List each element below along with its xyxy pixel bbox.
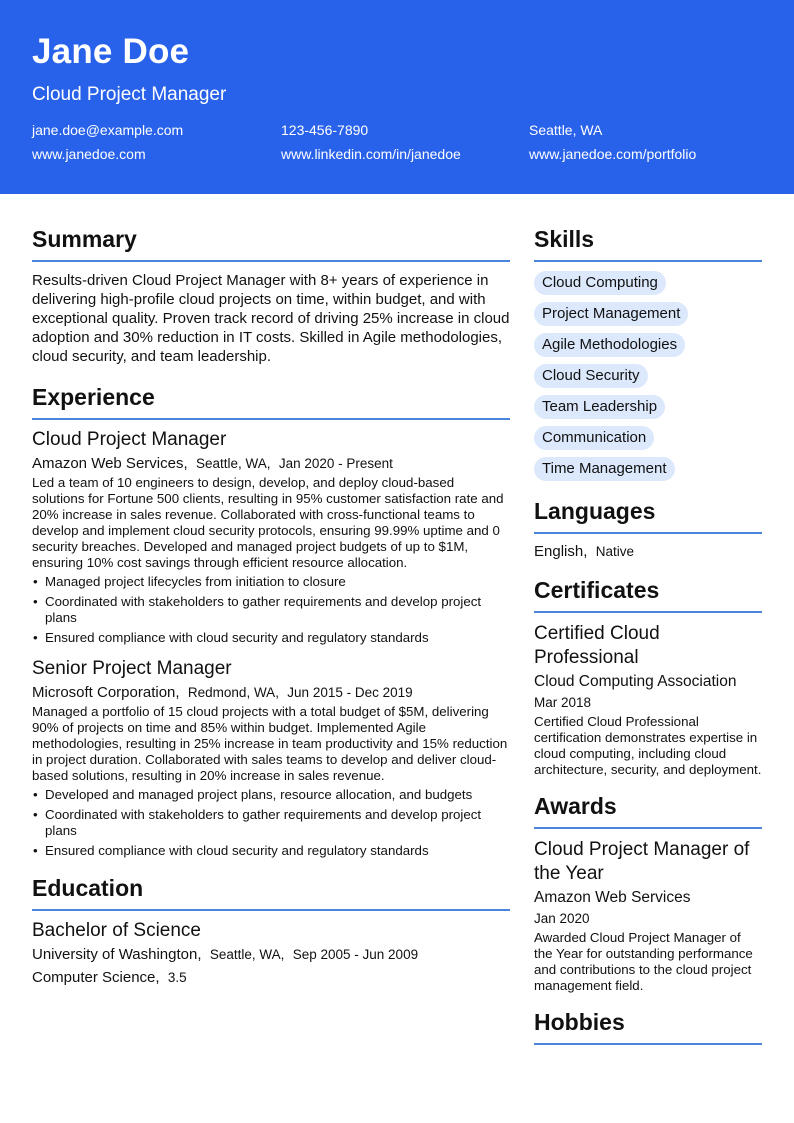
education-location: Seattle, WA, [209, 947, 285, 962]
education-gpa: 3.5 [167, 970, 187, 985]
skill-tag: Communication [534, 426, 654, 450]
education-heading: Education [32, 875, 510, 911]
job-location: Redmond, WA, [187, 685, 279, 700]
job-meta [32, 683, 510, 703]
contact-linkedin[interactable]: www.linkedin.com/in/janedoe [281, 146, 461, 162]
skill-tag: Cloud Computing [534, 271, 666, 295]
award-name: Cloud Project Manager of the Year [534, 839, 750, 884]
job-dates: Jun 2015 - Dec 2019 [287, 685, 413, 700]
education-field-line [32, 968, 510, 988]
skill-tag: Cloud Security [534, 364, 648, 388]
contact-location: Seattle, WA [529, 122, 603, 138]
skill-tag: Agile Methodologies [534, 333, 685, 357]
certificates-heading: Certificates [534, 577, 762, 613]
education-field: Computer Science, [32, 969, 160, 986]
certificate-description: Certified Cloud Professional certification demonstrates expertise in cloud computing, including cloud architecture, security, and deployment. [534, 714, 762, 777]
skills-heading: Skills [534, 226, 762, 262]
contact-website[interactable]: www.janedoe.com [32, 146, 146, 162]
skill-tag: Time Management [534, 457, 675, 481]
job-bullet: • Coordinated with stakeholders to gather requirements and develop project plans [32, 807, 510, 839]
education-school-line [32, 945, 510, 965]
job-location: Seattle, WA, [195, 456, 271, 471]
job-company: Microsoft Corporation, [32, 684, 180, 701]
languages-heading: Languages [534, 498, 762, 534]
language-entry [534, 543, 762, 560]
certificate-date: Mar 2018 [534, 695, 592, 710]
award-description: Awarded Cloud Project Manager of the Year for outstanding performance and contributions to the cloud project management field. [534, 930, 753, 993]
job-title: Cloud Project Manager [32, 429, 227, 450]
education-dates: Sep 2005 - Jun 2009 [292, 947, 419, 962]
job-company: Amazon Web Services, [32, 455, 188, 472]
resume-header [0, 0, 794, 194]
job-dates: Jan 2020 - Present [278, 456, 393, 471]
job-entry [32, 429, 510, 646]
job-description: Managed a portfolio of 15 cloud projects with a total budget of $5M, delivering 90% of projects on time and 85% within budget. Implemented Agile methodologies, resulting in 25% increase in team productivity and 15% reduction in project duration. Collaborated with sales teams to develop and deliver cloud-based solutions, resulting in 20% increase in sales revenue. [32, 704, 508, 783]
job-bullets [32, 574, 510, 646]
summary-text: Results-driven Cloud Project Manager with 8+ years of experience in delivering high-profile cloud projects on time, within budget, and with exceptional quality. Proven track record of driving 25% increase in cloud adoption and 30% reduction in IT costs. Skilled in Agile methodologies, cloud security, and team leadership. [32, 272, 510, 365]
skills-list [534, 271, 762, 481]
job-bullet: • Ensured compliance with cloud security and regulatory standards [32, 843, 510, 859]
experience-heading: Experience [32, 384, 510, 420]
contact-email[interactable]: jane.doe@example.com [32, 122, 184, 138]
job-description: Led a team of 10 engineers to design, develop, and deploy cloud-based solutions for Fortune 500 clients, resulting in 95% customer satisfaction rate and 20% increase in sales revenue. Collaborated with cross-functional teams to develop and implement cloud security protocols, ensuring 99.99% uptime and 0 security breaches. Developed and managed project budgets of up to $1M, ensuring 10% cost savings through efficient resource allocation. [32, 475, 504, 570]
contact-phone: 123-456-7890 [281, 122, 369, 138]
side-column [534, 226, 762, 1054]
job-bullet: • Managed project lifecycles from initiation to closure [32, 574, 510, 590]
skill-tag: Team Leadership [534, 395, 665, 419]
certificate-name: Certified Cloud Professional [534, 623, 660, 668]
main-column [32, 226, 510, 988]
job-meta [32, 454, 510, 474]
candidate-name: Jane Doe [32, 32, 190, 71]
hobbies-heading: Hobbies [534, 1009, 762, 1045]
job-title: Senior Project Manager [32, 658, 232, 679]
job-bullets [32, 787, 510, 859]
skill-tag: Project Management [534, 302, 688, 326]
award-date: Jan 2020 [534, 911, 590, 926]
awards-heading: Awards [534, 793, 762, 829]
certificate-issuer: Cloud Computing Association [534, 673, 737, 690]
summary-heading: Summary [32, 226, 510, 262]
education-degree: Bachelor of Science [32, 920, 201, 941]
candidate-title: Cloud Project Manager [32, 84, 227, 105]
job-bullet: • Ensured compliance with cloud security and regulatory standards [32, 630, 510, 646]
language-level: Native [595, 544, 634, 559]
language-name: English, [534, 543, 588, 560]
contact-portfolio[interactable]: www.janedoe.com/portfolio [529, 146, 697, 162]
job-bullet: • Developed and managed project plans, resource allocation, and budgets [32, 787, 510, 803]
award-issuer: Amazon Web Services [534, 889, 691, 906]
education-school: University of Washington, [32, 946, 202, 963]
job-bullet: • Coordinated with stakeholders to gather requirements and develop project plans [32, 594, 510, 626]
job-entry [32, 658, 510, 859]
